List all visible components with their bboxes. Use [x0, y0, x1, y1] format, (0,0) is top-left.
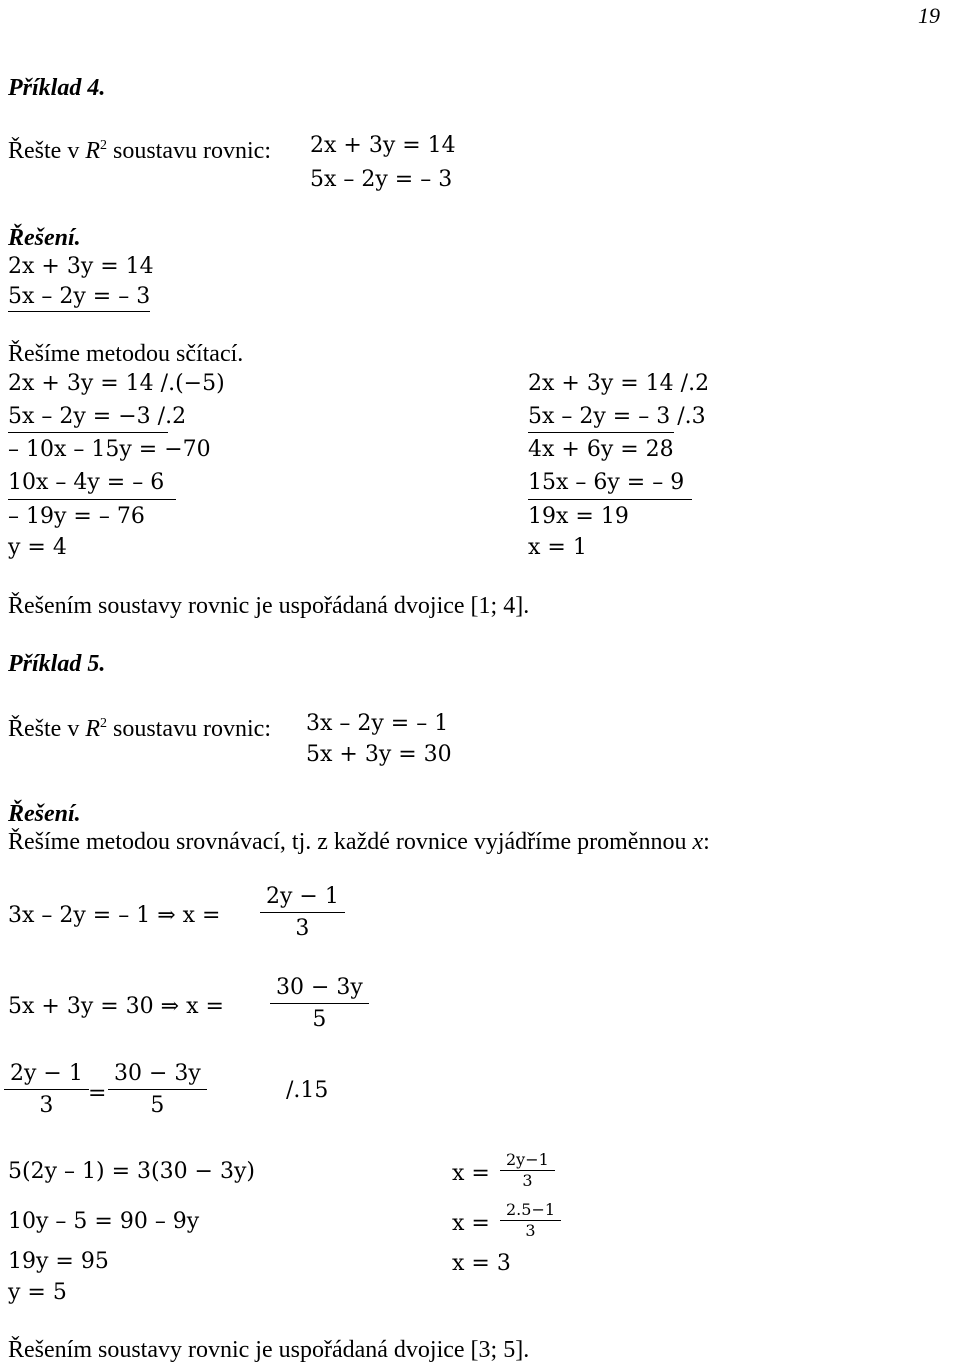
right-separator-2	[528, 499, 692, 500]
example-5-equation-1: 3x – 2y = – 1	[306, 711, 449, 736]
example-4-task	[8, 132, 271, 165]
example-4-method: Řešíme metodou sčítací.	[8, 341, 244, 367]
fraction-numerator: 2y−1	[506, 1150, 549, 1169]
left-step-1: 2x + 3y = 14 /.(−5)	[8, 371, 225, 396]
fraction-denominator: 3	[500, 1220, 561, 1241]
task-set-exponent: 2	[100, 138, 107, 153]
left-step-5: – 19y = – 76	[8, 504, 145, 529]
right-step-2: 5x – 2y = – 3 /.3	[528, 404, 706, 429]
left-step-2: 5x – 2y = −3 /.2	[8, 404, 187, 429]
fraction-denominator: 3	[4, 1089, 89, 1122]
method-variable: x	[692, 829, 704, 855]
page-number: 19	[918, 3, 940, 28]
fraction-denominator: 3	[500, 1170, 555, 1191]
expr-2-lhs: 5x + 3y = 30 ⇒ x =	[8, 994, 224, 1019]
equation-equals: =	[88, 1081, 107, 1106]
solution-equation-2: 5x – 2y = – 3	[8, 283, 150, 312]
ex5-left-step-3: 19y = 95	[8, 1249, 109, 1274]
expr-2-fraction	[270, 973, 369, 1036]
example-5-conclusion: Řešením soustavy rovnic je uspořádaná dvojice [3; 5].	[8, 1337, 530, 1363]
task-prefix: Řešte v	[8, 138, 80, 164]
equation-multiplier: /.15	[286, 1078, 329, 1103]
left-separator-2	[8, 499, 176, 500]
example-5-heading: Příklad 5.	[8, 651, 106, 677]
ex5-right-step-1-lhs: x =	[452, 1161, 490, 1186]
fraction-numerator: 30 − 3y	[114, 1061, 201, 1086]
example-5-method	[8, 828, 710, 856]
left-separator-1	[8, 432, 168, 433]
task-prefix: Řešte v	[8, 716, 80, 742]
fraction-denominator: 3	[260, 912, 345, 945]
fraction-numerator: 2y − 1	[10, 1061, 83, 1086]
fraction-numerator: 2y − 1	[266, 884, 339, 909]
example-4-equation-1: 2x + 3y = 14	[310, 133, 456, 158]
solution-equation-1: 2x + 3y = 14	[8, 254, 154, 279]
example-4-equation-2: 5x – 2y = – 3	[310, 167, 453, 192]
right-step-5: 19x = 19	[528, 504, 629, 529]
expr-1-fraction	[260, 882, 345, 945]
ex5-left-step-4: y = 5	[8, 1280, 67, 1305]
right-step-1: 2x + 3y = 14 /.2	[528, 371, 710, 396]
fraction-numerator: 30 − 3y	[276, 975, 363, 1000]
fraction-numerator: 2.5−1	[506, 1200, 556, 1219]
right-step-3: 4x + 6y = 28	[528, 437, 674, 462]
task-suffix: soustavu rovnic:	[113, 138, 271, 164]
equation-right-fraction	[108, 1059, 207, 1122]
task-set-symbol: R	[85, 716, 100, 742]
ex5-left-step-2: 10y – 5 = 90 – 9y	[8, 1209, 200, 1234]
task-set-symbol: R	[85, 138, 100, 164]
fraction-denominator: 5	[270, 1003, 369, 1036]
ex5-right-step-3: x = 3	[452, 1251, 511, 1276]
example-4-heading: Příklad 4.	[8, 75, 106, 101]
right-step-4: 15x – 6y = – 9	[528, 470, 685, 495]
left-step-3: – 10x – 15y = −70	[8, 437, 211, 462]
right-step-6: x = 1	[528, 535, 587, 560]
equation-left-fraction	[4, 1059, 89, 1122]
ex5-right-step-2-lhs: x =	[452, 1211, 490, 1236]
method-colon: :	[703, 829, 710, 855]
fraction-denominator: 5	[108, 1089, 207, 1122]
example-5-task	[8, 710, 271, 743]
right-separator-1	[528, 432, 674, 433]
method-text: Řešíme metodou srovnávací, tj. z každé rovnice vyjádříme proměnnou	[8, 829, 687, 855]
example-4-solution-heading: Řešení.	[8, 225, 81, 251]
ex5-right-step-1-fraction	[500, 1150, 555, 1191]
ex5-left-step-1: 5(2y – 1) = 3(30 − 3y)	[8, 1159, 255, 1184]
left-step-6: y = 4	[8, 535, 67, 560]
left-step-4: 10x – 4y = – 6	[8, 470, 165, 495]
ex5-right-step-2-fraction	[500, 1200, 561, 1241]
task-set-exponent: 2	[100, 716, 107, 731]
example-5-solution-heading: Řešení.	[8, 801, 81, 827]
task-suffix: soustavu rovnic:	[113, 716, 271, 742]
example-4-conclusion: Řešením soustavy rovnic je uspořádaná dvojice [1; 4].	[8, 593, 530, 619]
example-5-equation-2: 5x + 3y = 30	[306, 742, 452, 767]
expr-1-lhs: 3x – 2y = – 1 ⇒ x =	[8, 903, 221, 928]
